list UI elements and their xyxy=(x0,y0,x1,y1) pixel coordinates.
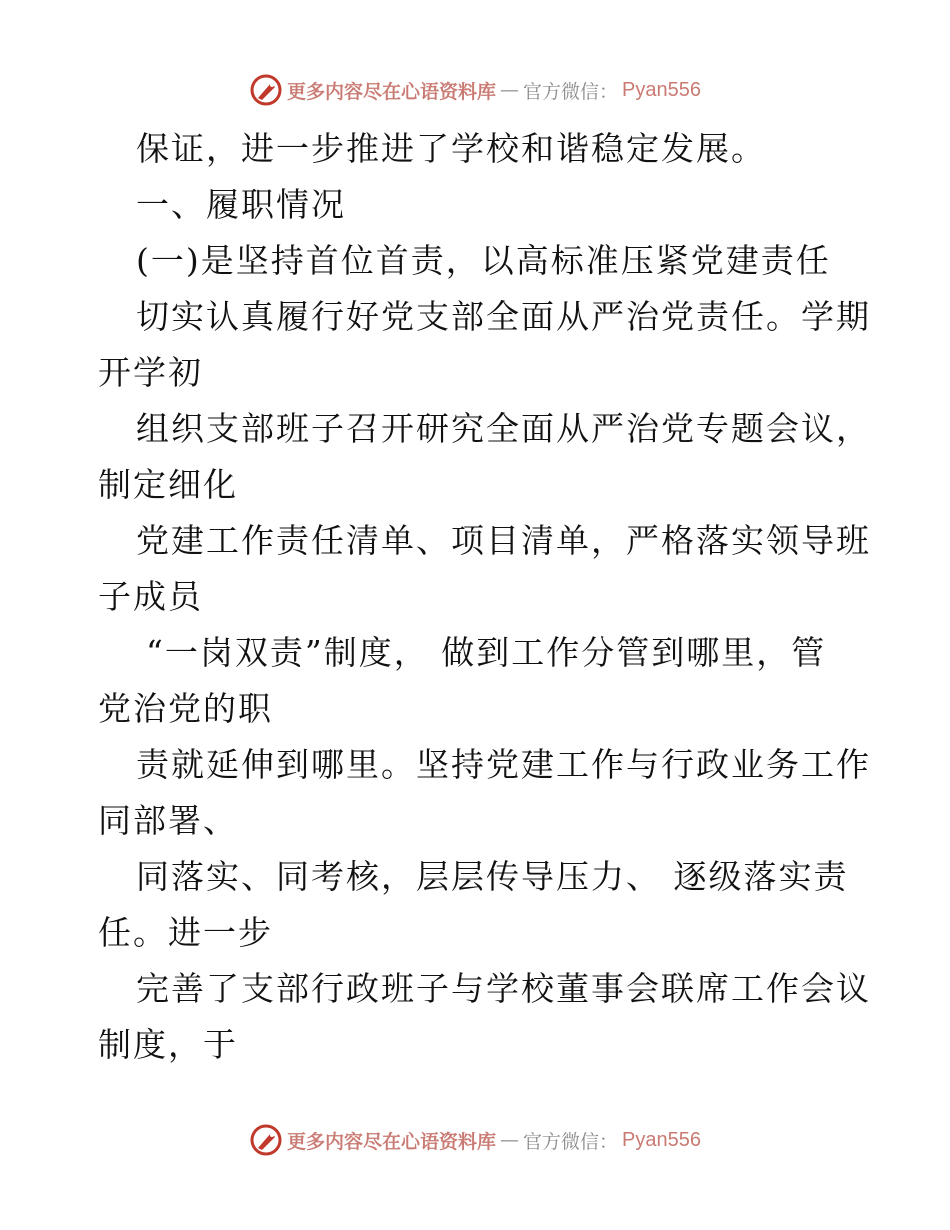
watermark-separator: — xyxy=(500,1129,520,1151)
text-line: 切实认真履行好党支部全面从严治党责任。学期 xyxy=(136,297,871,336)
text-line: 制定细化 xyxy=(98,465,238,504)
text-line: 子成员 xyxy=(98,577,203,616)
subsection-heading: (一)是坚持首位首责，以高标准压紧党建责任 xyxy=(136,241,831,280)
text-line: 党治党的职 xyxy=(98,689,273,728)
text-line: 同部署、 xyxy=(98,801,238,840)
watermark-id: Pyan556 xyxy=(622,1128,701,1151)
text-line: 保证，进一步推进了学校和谐稳定发展。 xyxy=(136,129,766,168)
text-line: “一岗双责”制度， 做到工作分管到哪里，管 xyxy=(146,633,827,672)
pen-nib-circle-icon xyxy=(249,1123,283,1157)
text-line: 党建工作责任清单、项目清单，严格落实领导班 xyxy=(136,521,871,560)
footer-watermark xyxy=(0,1120,950,1160)
text-line: 责就延伸到哪里。坚持党建工作与行政业务工作 xyxy=(136,745,871,784)
watermark-brand: 更多内容尽在心语资料库 xyxy=(287,1130,497,1153)
watermark-brand: 更多内容尽在心语资料库 xyxy=(287,80,497,103)
text-line: 同落实、同考核，层层传导压力、 逐级落实责 xyxy=(136,857,849,896)
text-line: 完善了支部行政班子与学校董事会联席工作会议 xyxy=(136,969,871,1008)
watermark-label: 官方微信： xyxy=(523,1130,619,1153)
text-line: 组织支部班子召开研究全面从严治党专题会议， xyxy=(136,409,871,448)
text-line: 任。进一步 xyxy=(98,913,273,952)
text-line: 开学初 xyxy=(98,353,203,392)
section-heading: 一、履职情况 xyxy=(136,185,346,224)
watermark-separator: — xyxy=(500,79,520,101)
header-watermark xyxy=(0,70,950,110)
watermark-label: 官方微信： xyxy=(523,80,619,103)
document-body xyxy=(98,121,871,1073)
pen-nib-circle-icon xyxy=(249,73,283,107)
text-line: 制度，于 xyxy=(98,1025,238,1064)
watermark-id: Pyan556 xyxy=(622,78,701,101)
